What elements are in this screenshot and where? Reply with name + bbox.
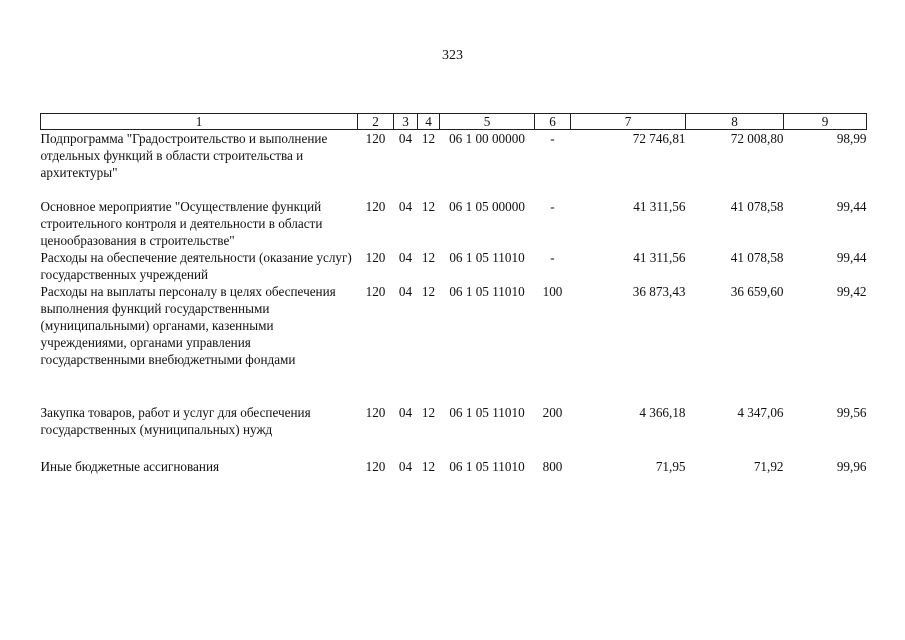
code-2: 120 xyxy=(365,284,386,299)
code-5: 06 1 05 00000 xyxy=(449,199,525,214)
row-name: Расходы на выплаты персоналу в целях обеспечения выполнения функций государственными (муниципальными) органами, казенными учреждениями, органами управления государственными внебюджетными фондами xyxy=(40,284,336,367)
code-4: 12 xyxy=(421,405,436,420)
code-6: - xyxy=(550,250,555,265)
column-header-5: 5 xyxy=(440,114,535,130)
code-4: 12 xyxy=(421,459,436,474)
value-7: 4 366,18 xyxy=(639,405,686,420)
code-3: 04 xyxy=(398,250,413,265)
value-8: 36 659,60 xyxy=(730,284,784,299)
code-3: 04 xyxy=(398,131,413,146)
column-header-6: 6 xyxy=(535,114,571,130)
column-header-8: 8 xyxy=(686,114,784,130)
value-7: 41 311,56 xyxy=(633,199,686,214)
value-8: 41 078,58 xyxy=(730,250,784,265)
table-row xyxy=(41,249,867,283)
row-name: Иные бюджетные ассигнования xyxy=(40,459,220,474)
table-row xyxy=(41,458,867,475)
column-header-7: 7 xyxy=(571,114,686,130)
value-9: 99,44 xyxy=(836,250,867,265)
code-2: 120 xyxy=(365,199,386,214)
value-7: 71,95 xyxy=(655,459,686,474)
value-7: 72 746,81 xyxy=(632,131,686,146)
code-4: 12 xyxy=(421,250,436,265)
code-2: 120 xyxy=(365,405,386,420)
code-3: 04 xyxy=(398,405,413,420)
code-3: 04 xyxy=(398,284,413,299)
value-7: 41 311,56 xyxy=(633,250,686,265)
budget-table xyxy=(40,113,867,475)
code-2: 120 xyxy=(365,459,386,474)
code-5: 06 1 05 11010 xyxy=(449,250,525,265)
code-5: 06 1 05 11010 xyxy=(449,284,525,299)
code-6: - xyxy=(550,131,555,146)
code-6: 200 xyxy=(542,405,563,420)
row-name: Подпрограмма "Градостроительство и выполнение отдельных функций в области строительства и архитектуры" xyxy=(40,131,328,180)
code-5: 06 1 05 11010 xyxy=(449,405,525,420)
column-header-1: 1 xyxy=(41,114,358,130)
table-row xyxy=(41,404,867,438)
value-9: 98,99 xyxy=(836,131,867,146)
value-9: 99,56 xyxy=(836,405,867,420)
value-8: 41 078,58 xyxy=(730,199,784,214)
code-4: 12 xyxy=(421,199,436,214)
code-2: 120 xyxy=(365,250,386,265)
row-name: Закупка товаров, работ и услуг для обеспечения государственных (муниципальных) нужд xyxy=(40,405,311,437)
code-5: 06 1 05 11010 xyxy=(449,459,525,474)
code-6: 800 xyxy=(542,459,563,474)
code-3: 04 xyxy=(398,459,413,474)
column-header-2: 2 xyxy=(358,114,394,130)
column-header-9: 9 xyxy=(784,114,867,130)
value-8: 4 347,06 xyxy=(737,405,784,420)
code-3: 04 xyxy=(398,199,413,214)
code-5: 06 1 00 00000 xyxy=(449,131,525,146)
value-9: 99,96 xyxy=(836,459,867,474)
column-header-3: 3 xyxy=(394,114,418,130)
value-8: 72 008,80 xyxy=(730,131,784,146)
header-row xyxy=(41,114,867,130)
row-name: Расходы на обеспечение деятельности (оказание услуг) государственных учреждений xyxy=(40,250,352,282)
table-row xyxy=(41,198,867,249)
code-4: 12 xyxy=(421,131,436,146)
value-7: 36 873,43 xyxy=(632,284,686,299)
code-6: 100 xyxy=(542,284,563,299)
table-row xyxy=(41,130,867,182)
row-name: Основное мероприятие "Осуществление функций строительного контроля и деятельности в области ценообразования в строительстве" xyxy=(40,199,323,248)
code-4: 12 xyxy=(421,284,436,299)
column-header-4: 4 xyxy=(418,114,440,130)
value-9: 99,42 xyxy=(836,284,867,299)
code-6: - xyxy=(550,199,555,214)
code-2: 120 xyxy=(365,131,386,146)
page-number: 323 xyxy=(442,48,463,63)
table-row xyxy=(41,283,867,368)
value-8: 71,92 xyxy=(753,459,784,474)
value-9: 99,44 xyxy=(836,199,867,214)
